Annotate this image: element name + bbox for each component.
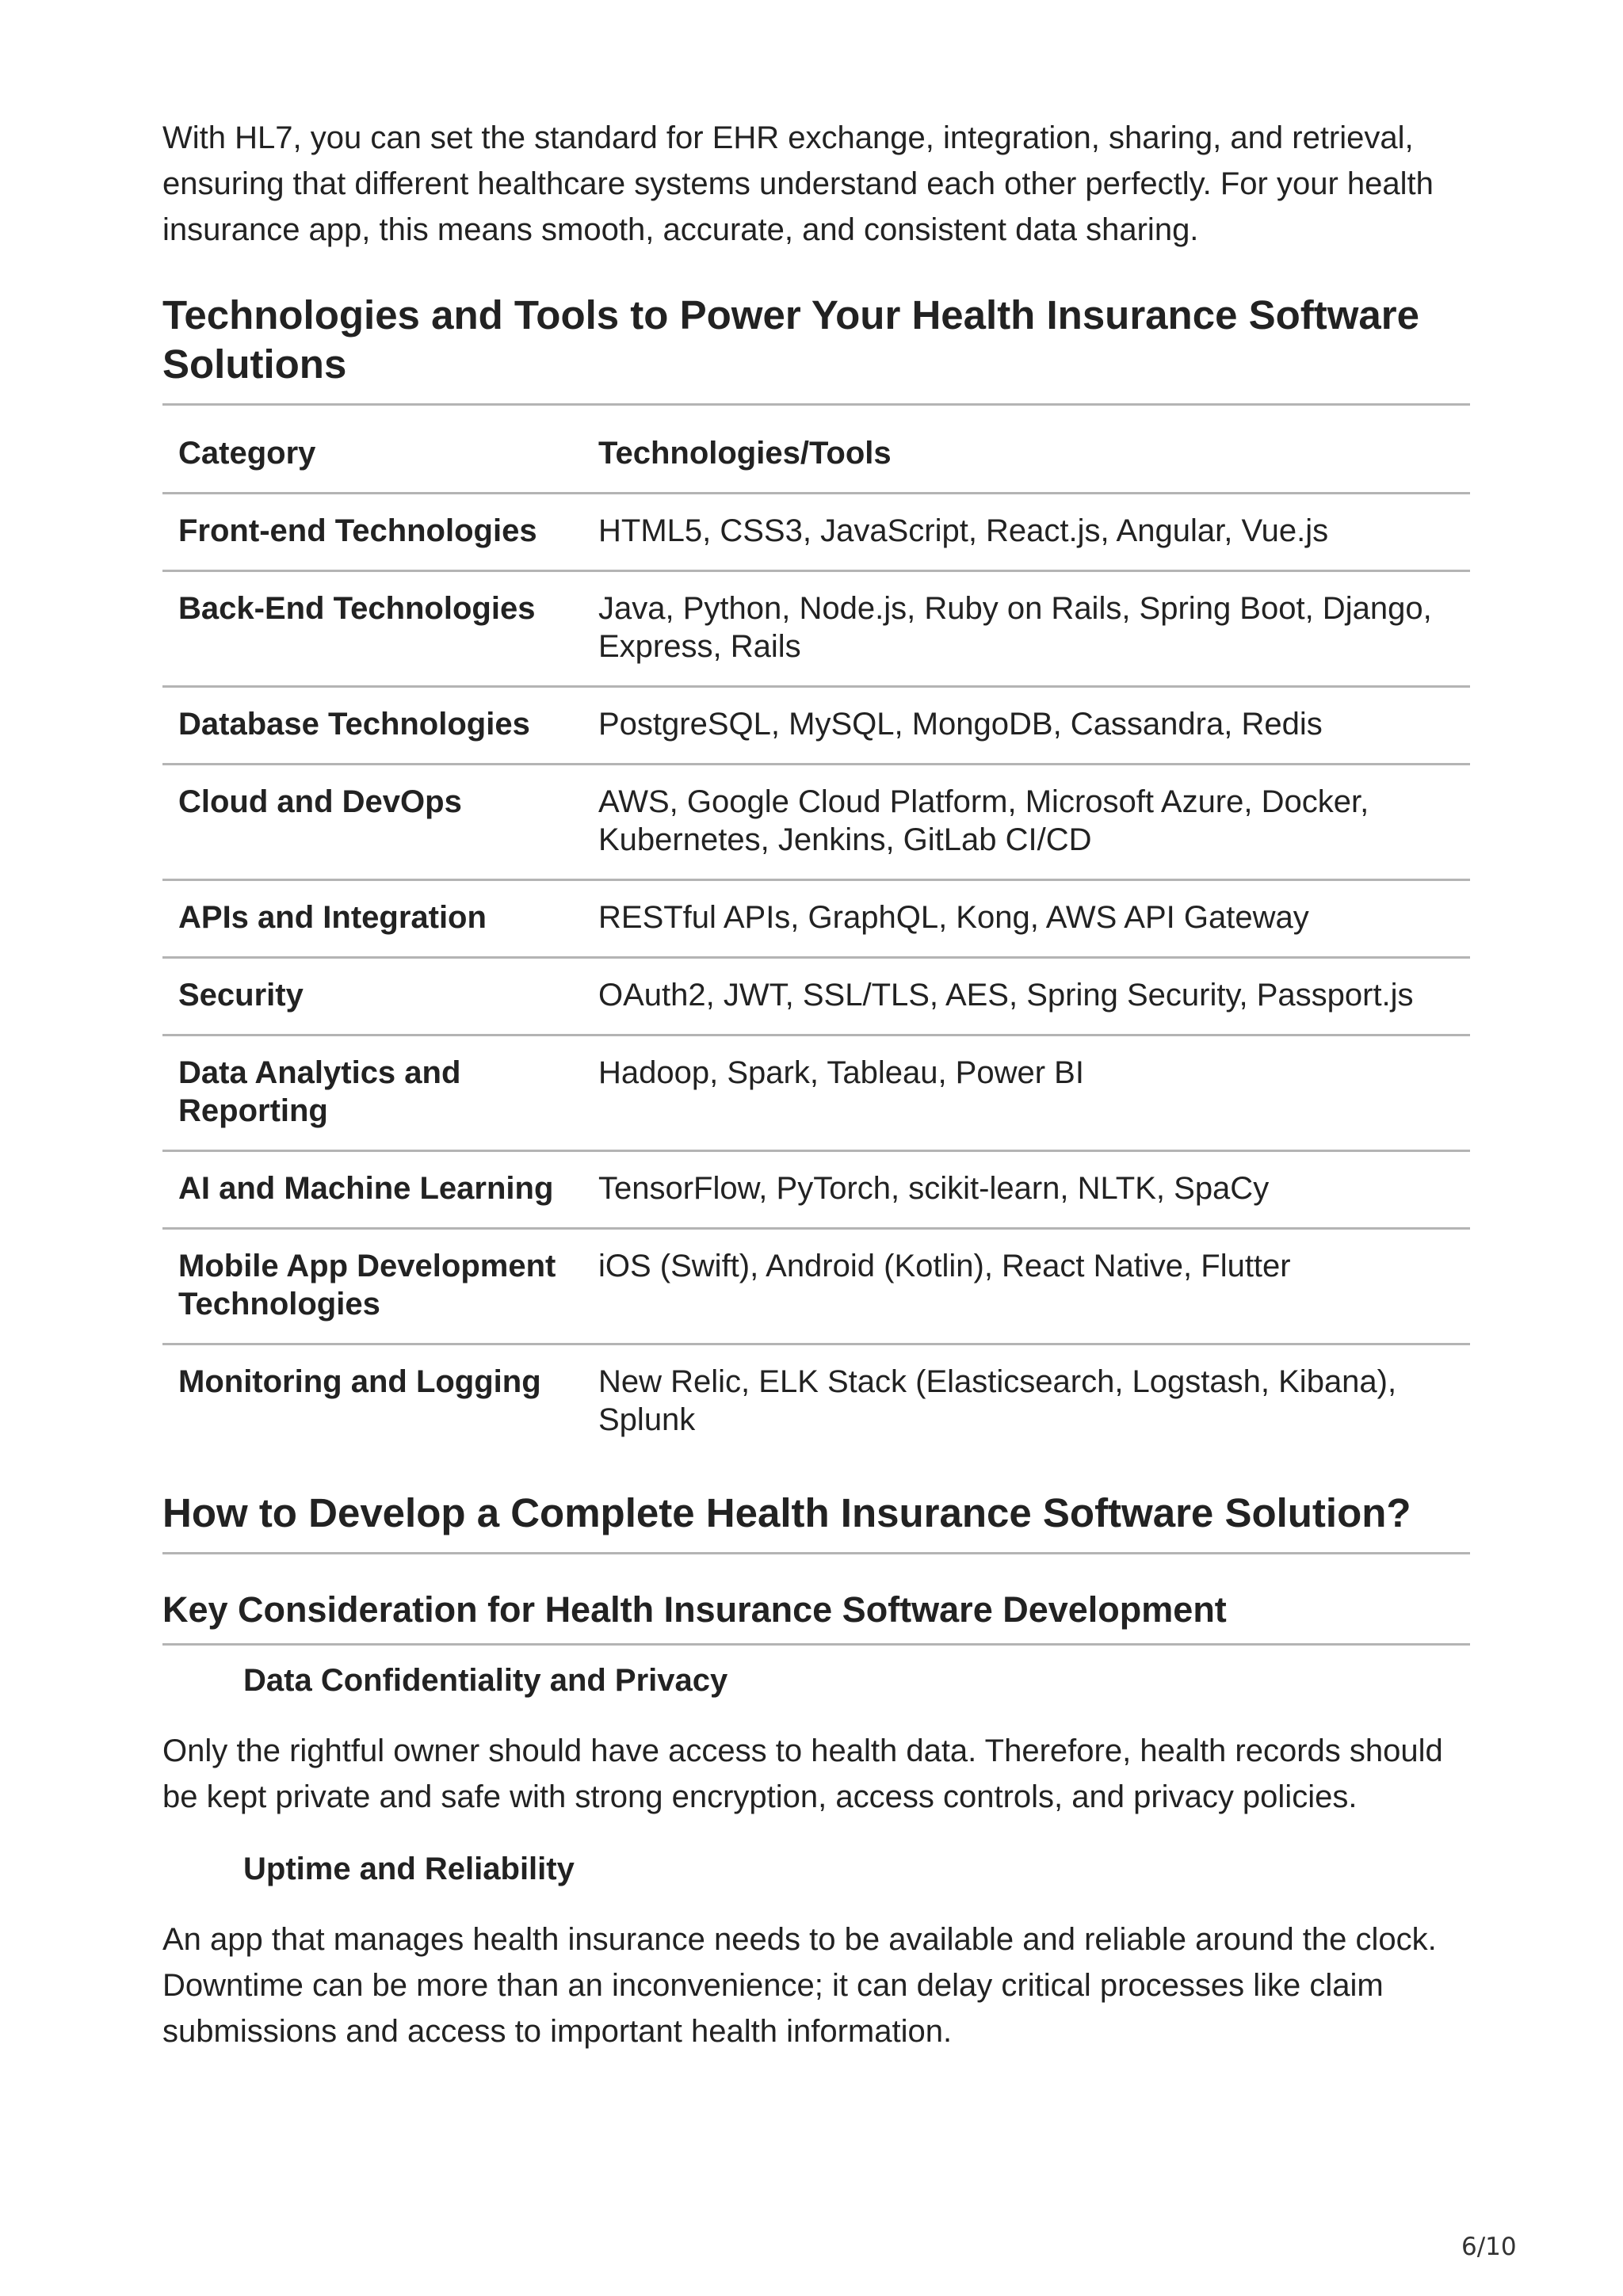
table-row (162, 880, 1470, 958)
table-cell-category: APIs and Integration (162, 880, 582, 958)
table-cell-tools: TensorFlow, PyTorch, scikit-learn, NLTK, SpaCy (582, 1151, 1470, 1229)
tech-section-heading: Technologies and Tools to Power Your Health Insurance Software Solutions (162, 291, 1470, 406)
table-cell-category: Cloud and DevOps (162, 765, 582, 880)
consideration-title: Data Confidentiality and Privacy (243, 1663, 728, 1698)
table-cell-category: AI and Machine Learning (162, 1151, 582, 1229)
consideration-text: Only the rightful owner should have access to health data. Therefore, health records should be kept private and safe with strong encryption, access controls, and privacy policies. (162, 1733, 1443, 1814)
table-cell-category: Mobile App Development Technologies (162, 1229, 582, 1344)
table-row (162, 958, 1470, 1035)
page-content (162, 115, 1470, 2054)
table-row (162, 1035, 1470, 1151)
key-consideration-heading: Key Consideration for Health Insurance Software Development (162, 1588, 1470, 1646)
table-cell-category: Database Technologies (162, 687, 582, 765)
table-cell-category: Monitoring and Logging (162, 1344, 582, 1459)
table-cell-category: Back-End Technologies (162, 571, 582, 687)
table-row (162, 1229, 1470, 1344)
table-header-row (162, 412, 1470, 494)
table-cell-tools: OAuth2, JWT, SSL/TLS, AES, Spring Security, Passport.js (582, 958, 1470, 1035)
table-header-category: Category (178, 436, 316, 471)
table-cell-tools: iOS (Swift), Android (Kotlin), React Native, Flutter (582, 1229, 1470, 1344)
table-row (162, 765, 1470, 880)
table-row (162, 1151, 1470, 1229)
table-cell-tools: Java, Python, Node.js, Ruby on Rails, Spring Boot, Django, Express, Rails (582, 571, 1470, 687)
table-cell-tools: PostgreSQL, MySQL, MongoDB, Cassandra, Redis (582, 687, 1470, 765)
table-cell-tools: New Relic, ELK Stack (Elasticsearch, Logstash, Kibana), Splunk (582, 1344, 1470, 1459)
table-row (162, 494, 1470, 571)
table-cell-tools: Hadoop, Spark, Tableau, Power BI (582, 1035, 1470, 1151)
table-cell-tools: HTML5, CSS3, JavaScript, React.js, Angular, Vue.js (582, 494, 1470, 571)
develop-section-heading: How to Develop a Complete Health Insurance Software Solution? (162, 1489, 1470, 1554)
page-number: 6/10 (1461, 2233, 1517, 2261)
consideration-text: An app that manages health insurance needs to be available and reliable around the clock. Downtime can be more than an inconvenience; it can delay critical processes like claim submissions and access to important health information. (162, 1922, 1437, 2049)
intro-paragraph: With HL7, you can set the standard for EHR exchange, integration, sharing, and retrieval, ensuring that different healthcare systems understand each other perfectly. For your health insurance app, this means smooth, accurate, and consistent data sharing. (162, 120, 1434, 247)
table-cell-tools: RESTful APIs, GraphQL, Kong, AWS API Gateway (582, 880, 1470, 958)
table-cell-category: Security (162, 958, 582, 1035)
table-cell-category: Data Analytics and Reporting (162, 1035, 582, 1151)
table-row (162, 571, 1470, 687)
table-header-tools: Technologies/Tools (598, 436, 892, 471)
table-cell-category: Front-end Technologies (162, 494, 582, 571)
technologies-table (162, 412, 1470, 1459)
table-row (162, 687, 1470, 765)
consideration-title: Uptime and Reliability (243, 1852, 575, 1886)
table-row (162, 1344, 1470, 1459)
table-cell-tools: AWS, Google Cloud Platform, Microsoft Azure, Docker, Kubernetes, Jenkins, GitLab CI/CD (582, 765, 1470, 880)
